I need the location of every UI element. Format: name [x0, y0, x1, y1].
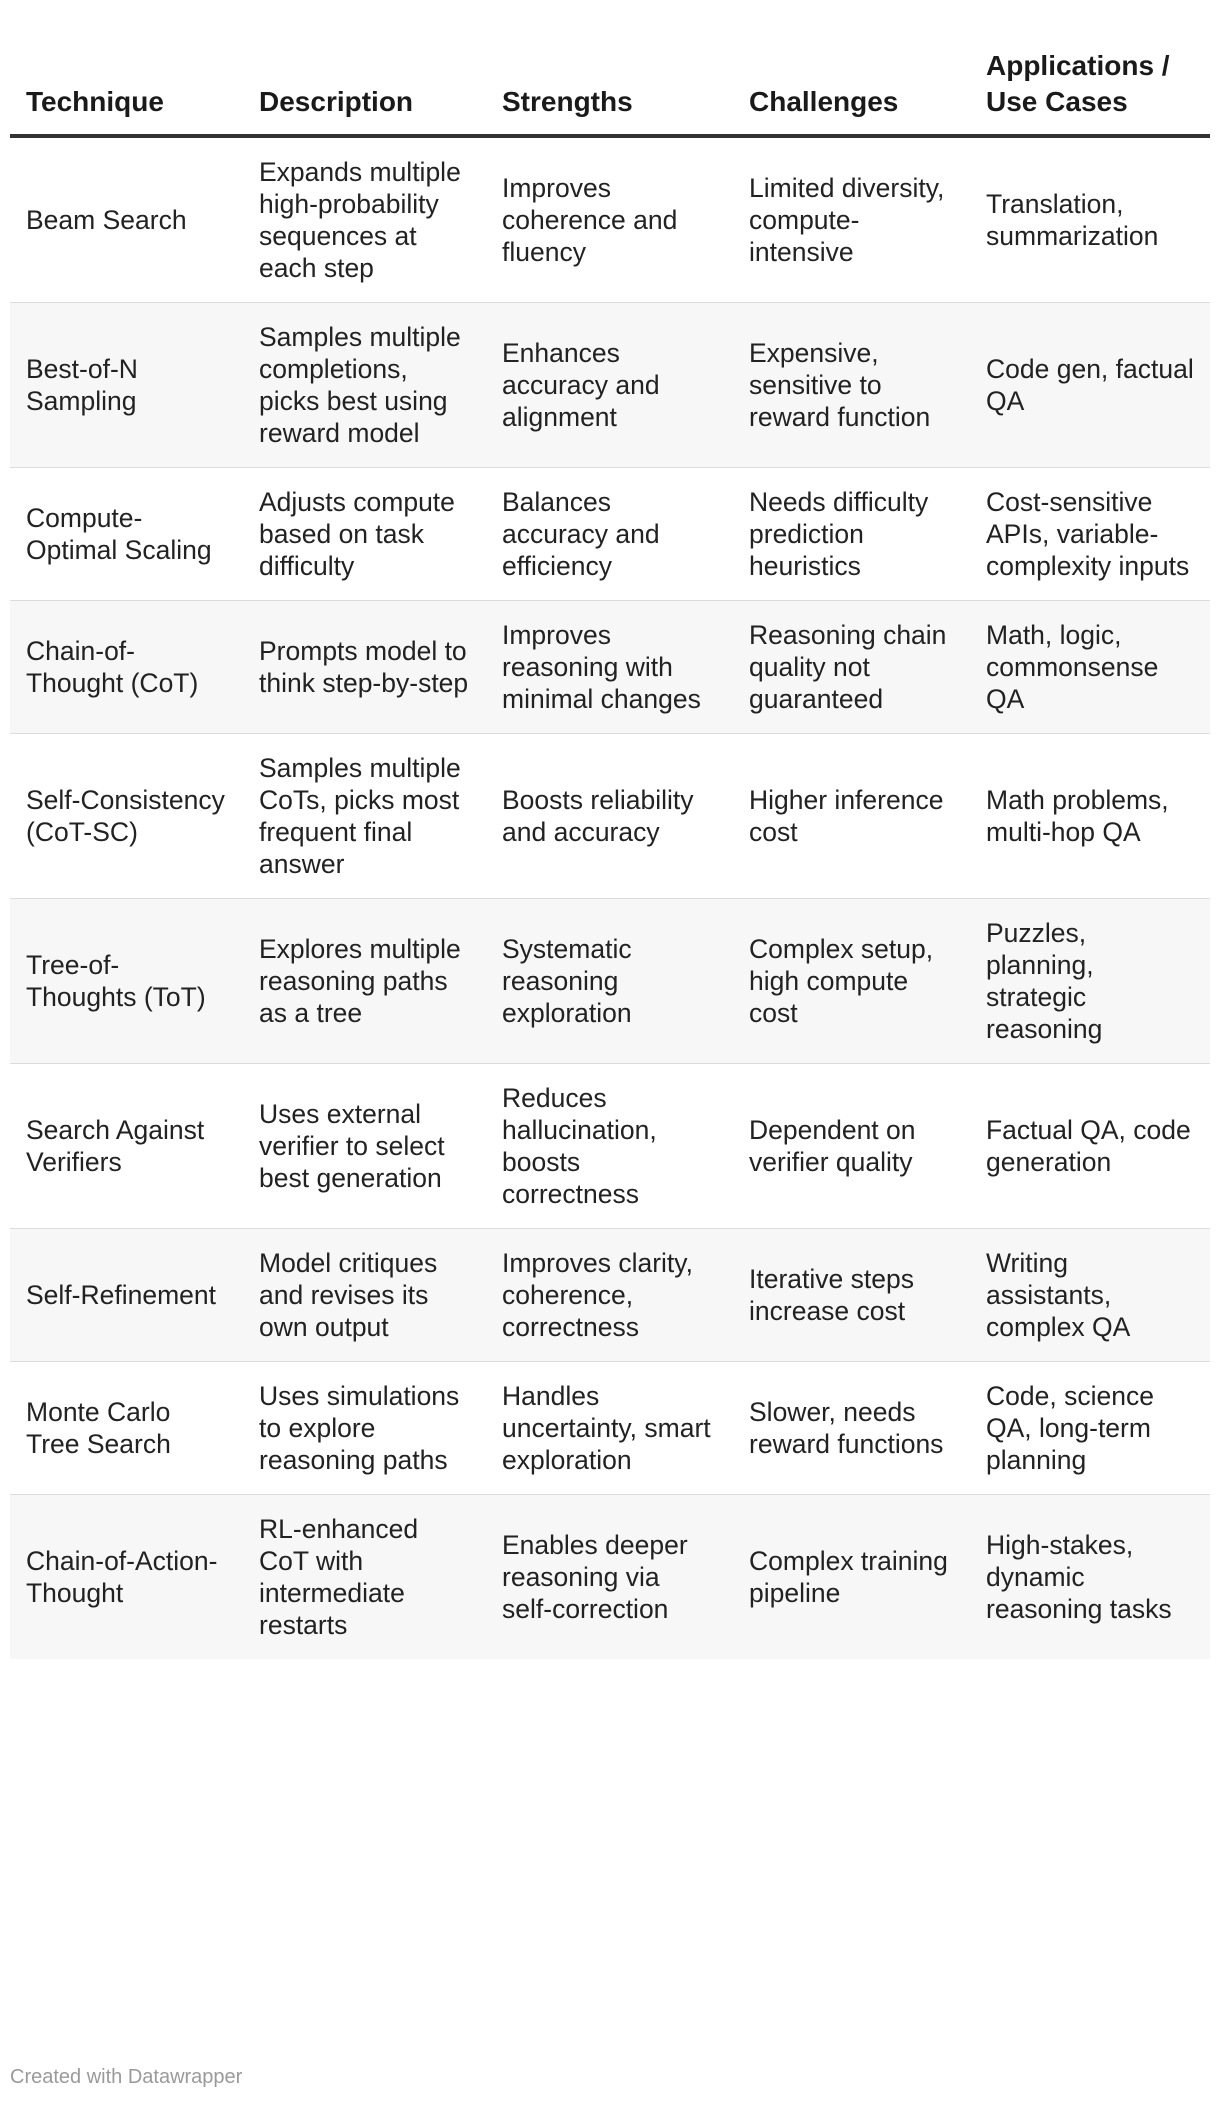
header-applications: Applications / Use Cases	[970, 30, 1210, 136]
cell-strengths: Boosts reliability and accuracy	[486, 734, 733, 899]
cell-technique: Tree-of-Thoughts (ToT)	[10, 899, 243, 1064]
table-row	[10, 1362, 1210, 1495]
cell-strengths: Improves reasoning with minimal changes	[486, 601, 733, 734]
cell-technique: Beam Search	[10, 136, 243, 303]
table-row	[10, 1064, 1210, 1229]
cell-description: Adjusts compute based on task difficulty	[243, 468, 486, 601]
cell-description: Explores multiple reasoning paths as a tree	[243, 899, 486, 1064]
table-row	[10, 1229, 1210, 1362]
cell-description: RL-enhanced CoT with intermediate restarts	[243, 1495, 486, 1660]
cell-technique: Chain-of-Thought (CoT)	[10, 601, 243, 734]
cell-description: Expands multiple high-probability sequences at each step	[243, 136, 486, 303]
header-strengths: Strengths	[486, 30, 733, 136]
cell-technique: Best-of-N Sampling	[10, 303, 243, 468]
cell-challenges: Complex setup, high compute cost	[733, 899, 970, 1064]
cell-applications: Cost-sensitive APIs, variable-complexity inputs	[970, 468, 1210, 601]
cell-strengths: Enables deeper reasoning via self-correction	[486, 1495, 733, 1660]
cell-strengths: Balances accuracy and efficiency	[486, 468, 733, 601]
header-technique: Technique	[10, 30, 243, 136]
table-row	[10, 899, 1210, 1064]
cell-challenges: Reasoning chain quality not guaranteed	[733, 601, 970, 734]
cell-strengths: Handles uncertainty, smart exploration	[486, 1362, 733, 1495]
cell-challenges: Iterative steps increase cost	[733, 1229, 970, 1362]
cell-applications: Factual QA, code generation	[970, 1064, 1210, 1229]
header-description: Description	[243, 30, 486, 136]
cell-applications: Math problems, multi-hop QA	[970, 734, 1210, 899]
table-header-row	[10, 30, 1210, 136]
cell-description: Model critiques and revises its own output	[243, 1229, 486, 1362]
cell-applications: High-stakes, dynamic reasoning tasks	[970, 1495, 1210, 1660]
table-row	[10, 601, 1210, 734]
cell-challenges: Limited diversity, compute-intensive	[733, 136, 970, 303]
cell-applications: Code gen, factual QA	[970, 303, 1210, 468]
table-row	[10, 1495, 1210, 1660]
techniques-table	[10, 30, 1210, 1659]
cell-challenges: Slower, needs reward functions	[733, 1362, 970, 1495]
cell-description: Prompts model to think step-by-step	[243, 601, 486, 734]
table-row	[10, 734, 1210, 899]
cell-technique: Self-Refinement	[10, 1229, 243, 1362]
cell-applications: Code, science QA, long-term planning	[970, 1362, 1210, 1495]
cell-strengths: Improves coherence and fluency	[486, 136, 733, 303]
cell-strengths: Enhances accuracy and alignment	[486, 303, 733, 468]
cell-technique: Monte Carlo Tree Search	[10, 1362, 243, 1495]
cell-strengths: Reduces hallucination, boosts correctness	[486, 1064, 733, 1229]
cell-description: Uses simulations to explore reasoning paths	[243, 1362, 486, 1495]
cell-applications: Writing assistants, complex QA	[970, 1229, 1210, 1362]
cell-challenges: Expensive, sensitive to reward function	[733, 303, 970, 468]
table-row	[10, 468, 1210, 601]
cell-description: Samples multiple CoTs, picks most frequent final answer	[243, 734, 486, 899]
cell-strengths: Systematic reasoning exploration	[486, 899, 733, 1064]
cell-technique: Self-Consistency (CoT-SC)	[10, 734, 243, 899]
header-challenges: Challenges	[733, 30, 970, 136]
cell-description: Uses external verifier to select best generation	[243, 1064, 486, 1229]
cell-strengths: Improves clarity, coherence, correctness	[486, 1229, 733, 1362]
cell-technique: Compute-Optimal Scaling	[10, 468, 243, 601]
cell-challenges: Higher inference cost	[733, 734, 970, 899]
cell-technique: Chain-of-Action-Thought	[10, 1495, 243, 1660]
cell-applications: Translation, summarization	[970, 136, 1210, 303]
cell-challenges: Dependent on verifier quality	[733, 1064, 970, 1229]
cell-challenges: Complex training pipeline	[733, 1495, 970, 1660]
table-row	[10, 136, 1210, 303]
cell-challenges: Needs difficulty prediction heuristics	[733, 468, 970, 601]
cell-applications: Puzzles, planning, strategic reasoning	[970, 899, 1210, 1064]
datawrapper-credit[interactable]: Created with Datawrapper	[10, 2066, 243, 2088]
table-row	[10, 303, 1210, 468]
cell-description: Samples multiple completions, picks best using reward model	[243, 303, 486, 468]
cell-applications: Math, logic, commonsense QA	[970, 601, 1210, 734]
cell-technique: Search Against Verifiers	[10, 1064, 243, 1229]
